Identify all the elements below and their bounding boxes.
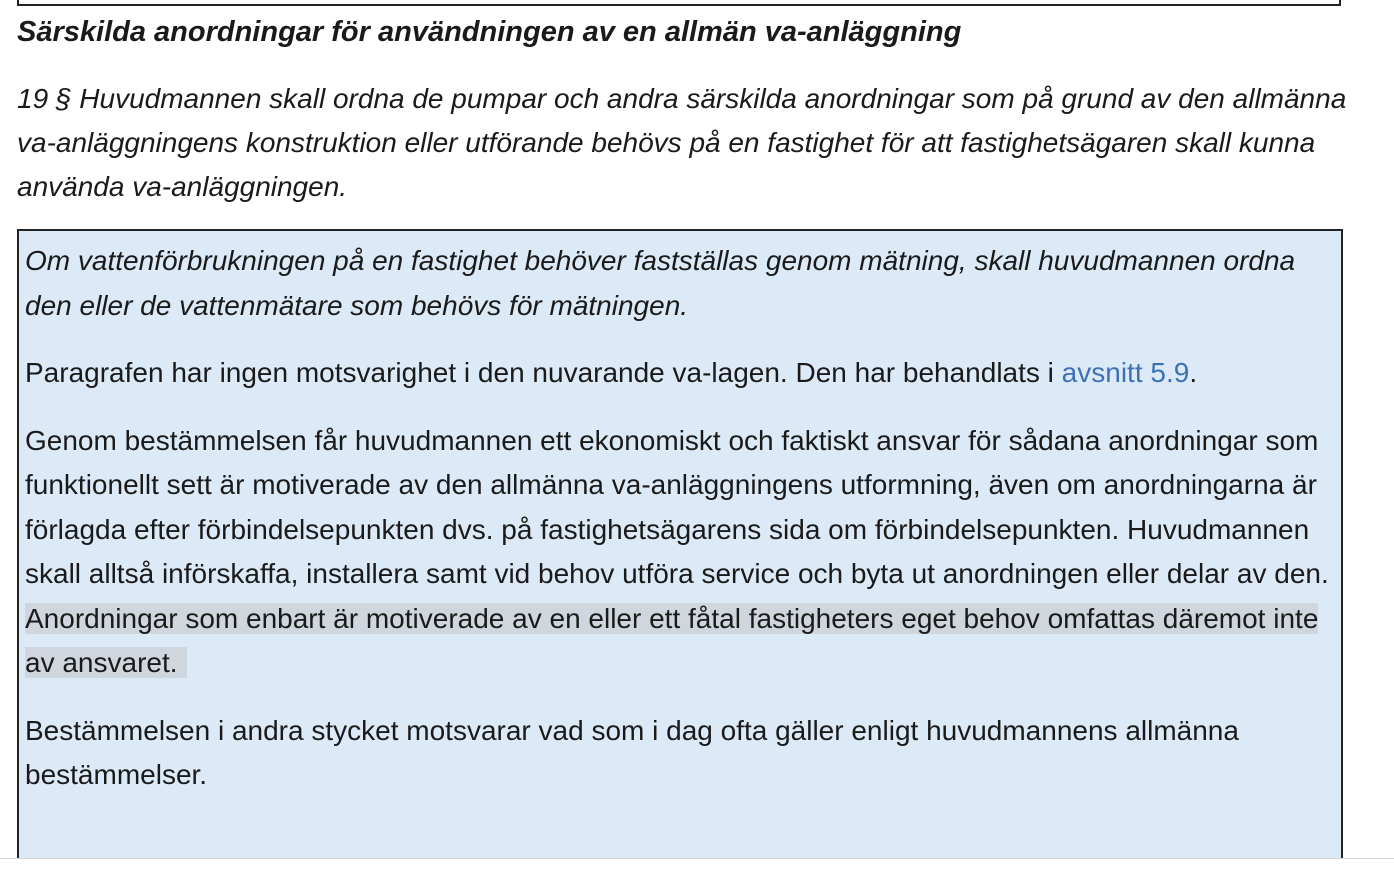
law-text-paragraph: 19 § Huvudmannen skall ordna de pumpar och andra särskilda anordningar som på grund av den allmänna va-anläggningens konstruktion eller utförande behövs på en fastighet för att fastighetsägaren skall kunna använda va-anläggningen. — [17, 83, 1347, 202]
window-bottom-bar — [0, 858, 1394, 888]
commentary-paragraph-2-text: Genom bestämmelsen får huvudmannen ett ekonomiskt och faktiskt ansvar för sådana anordningar som funktionellt sett är motiverade av den allmänna va-anläggningens utformning, även om anordningarna är förlagda efter förbindelsepunkten dvs. på fastighetsägarens sida om förbindelsepunkten. Huvudmannen skall alltså införskaffa, installera samt vid behov utföra service och byta ut anordningen eller delar av den. — [25, 424, 1329, 589]
commentary-paragraph-2 — [25, 419, 1341, 686]
law-text-second-paragraph: Om vattenförbrukningen på en fastighet behöver fastställas genom mätning, skall huvudmannen ordna den eller de vattenmätare som behövs för mätningen. — [25, 245, 1296, 321]
commentary-paragraph-3: Bestämmelsen i andra stycket motsvarar vad som i dag ofta gäller enligt huvudmannens allmänna bestämmelser. — [25, 714, 1239, 790]
commentary-paragraph-1 — [25, 351, 1341, 396]
commentary-paragraph-1-end: . — [1189, 357, 1198, 388]
commentary-box — [17, 229, 1343, 869]
previous-box-edge — [17, 0, 1341, 6]
section-heading: Särskilda anordningar för användningen av en allmän va-anläggning — [17, 16, 962, 48]
commentary-paragraph-1-text: Paragrafen har ingen motsvarighet i den nuvarande va-lagen. Den har behandlats i — [25, 357, 1062, 388]
section-5-9-link[interactable]: avsnitt 5.9 — [1061, 357, 1190, 388]
highlighted-text[interactable]: Anordningar som enbart är motiverade av en eller ett fåtal fastigheters eget behov omfattas däremot inte av ansvaret. — [25, 602, 1319, 678]
